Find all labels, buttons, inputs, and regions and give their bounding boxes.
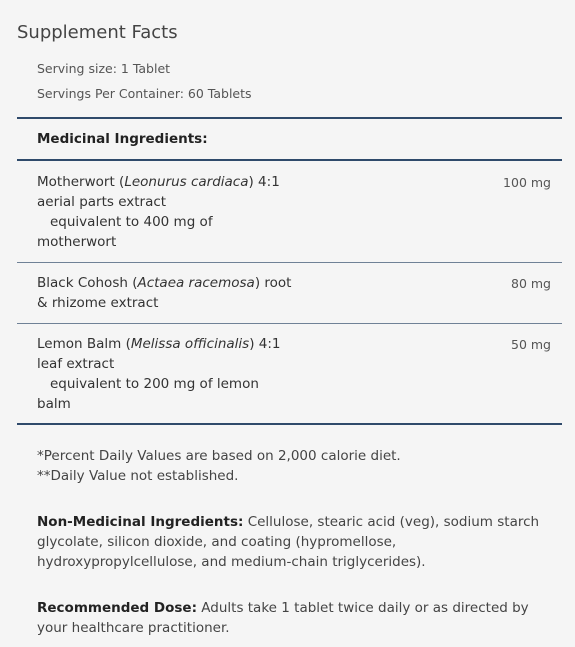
ingredient-lemon-balm: Lemon Balm (Melissa officinalis) 4:1 leaf extract equivalent to 200 mg of lemon balm xyxy=(37,336,281,412)
percent-dv-note: *Percent Daily Values are based on 2,000 calorie diet. xyxy=(37,448,401,464)
row-divider xyxy=(17,323,562,324)
ingredient-black-cohosh: Black Cohosh (Actaea racemosa) root & rhizome extract xyxy=(37,275,292,311)
row-divider xyxy=(17,262,562,263)
recommended-dose-text: Adults take 1 tablet twice daily or as directed by your healthcare practitioner. xyxy=(37,600,529,636)
ingredient-amount-black-cohosh: 80 mg xyxy=(511,276,551,291)
recommended-dose xyxy=(37,598,552,638)
servings-per-container: Servings Per Container: 60 Tablets xyxy=(37,86,252,101)
heading-divider xyxy=(17,159,562,161)
medicinal-ingredients-heading: Medicinal Ingredients: xyxy=(37,131,208,147)
ingredient-amount-motherwort: 100 mg xyxy=(503,175,551,190)
recommended-dose-label: Recommended Dose: xyxy=(37,600,197,616)
ingredient-amount-lemon-balm: 50 mg xyxy=(511,337,551,352)
non-medicinal-ingredients xyxy=(37,512,552,572)
page-title: Supplement Facts xyxy=(17,22,178,43)
dv-not-established-note: **Daily Value not established. xyxy=(37,468,239,484)
non-medicinal-text: Cellulose, stearic acid (veg), sodium starch glycolate, silicon dioxide, and coating (hypromellose, hydroxypropylcellulose, and medium-chain triglycerides). xyxy=(37,514,540,570)
top-divider xyxy=(17,117,562,119)
ingredient-motherwort: Motherwort (Leonurus cardiaca) 4:1 aerial parts extract equivalent to 400 mg of motherwort xyxy=(37,174,280,250)
bottom-divider xyxy=(17,423,562,425)
serving-size: Serving size: 1 Tablet xyxy=(37,61,171,76)
non-medicinal-label: Non-Medicinal Ingredients: xyxy=(37,514,244,530)
